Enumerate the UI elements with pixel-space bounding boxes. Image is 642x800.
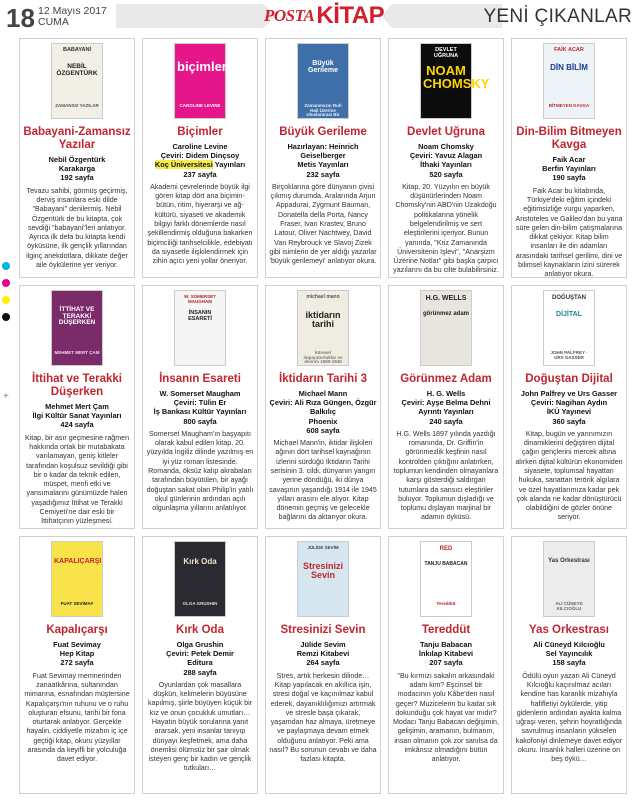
cover-sub: BİTMEYEN KAVGA xyxy=(548,103,590,108)
cover-top: BABAYANİ xyxy=(62,47,92,53)
cover-sub: ZAMANSIZ YAZILAR xyxy=(55,103,99,108)
book-meta-line: 424 sayfa xyxy=(60,420,94,430)
cover-sub: ALİ CÜNEYD KILCIOĞLU xyxy=(555,601,583,611)
book-title: Stresinizi Sevin xyxy=(280,624,366,636)
book-title: Devlet Uğruna xyxy=(407,126,485,138)
book-meta-line: Çeviri: Nagihan Aydın xyxy=(530,398,608,408)
book-title: Biçimler xyxy=(177,126,223,138)
book-cover xyxy=(420,290,472,366)
book-card xyxy=(511,285,627,529)
book-meta-line: Çeviri: Yavuz Alagan xyxy=(409,151,483,161)
book-title: Din-Bilim Bitmeyen Kavga xyxy=(516,126,622,151)
posta-kitap-logo xyxy=(264,3,384,29)
cover-sub: FUAT SEVİMAY xyxy=(60,601,94,606)
book-meta xyxy=(269,389,377,435)
registration-dot-yellow xyxy=(2,296,10,304)
cover-title: NOAM CHOMSKY xyxy=(423,63,490,91)
book-meta-line: Metis Yayınları xyxy=(297,160,349,170)
cover-title: görünmez adam xyxy=(423,311,470,317)
book-meta-line: Noam Chomsky xyxy=(418,142,474,151)
book-meta-line: İlgi Kültür Sanat Yayınları xyxy=(32,411,122,421)
book-description: Michael Mann'in, iktidar ilişkileri ağının dört tarihsel kaynağının izlerini sürdüğü İktidarın Tarihi serisinin 3. cildi, dünyanın yangın yerine döndüğü, iki dünya savaşının yaşandığı 1914 ile 1945 yılları arasını ele alıyor. Kitap dönemin geçmiş ve gelecekle bağlarını da aktarıyor okura. xyxy=(269,439,377,522)
book-cover xyxy=(51,290,103,366)
book-meta xyxy=(146,640,254,677)
book-meta-line: İş Bankası Kültür Yayınları xyxy=(153,407,247,417)
book-meta-line: Sel Yayıncılık xyxy=(545,649,593,659)
book-card xyxy=(142,285,258,529)
registration-dot-cyan xyxy=(2,262,10,270)
book-card xyxy=(511,536,627,794)
book-cover xyxy=(543,541,595,617)
header-arrow-left xyxy=(116,4,276,28)
book-title: Tereddüt xyxy=(421,624,471,636)
book-meta-line: Berfin Yayınları xyxy=(542,164,596,174)
book-description: Somerset Maugham'ın başyapıtı olarak kabul edilen kitap, 20. yüzyılda İngiliz dilinde yazılmış en iyi yüz roman listesinde. Romanda, öksüz kalıp akrabaları tarafından büyütülen, bir ayağı doğuştan sakat olan Philip'in yatılı okul günlerinin ardından açılı olgunlaşma yıllarını anlatılıyor. xyxy=(146,429,254,513)
book-description: "Bu kırmızı sakalın arkasındaki adam kim? Eşcinsel bir modacının yolu Kâbe'den nasıl geçer? Muzicelerin bu kadar sık dokunduğu çok hayat var mıdır? Modacı Tanju Babacan değişimin, gelişimin, aramanın, bulmanın, insan olmanın çok zor sanılsa da imkânsız olmadığını bütün anlatıyor. xyxy=(393,671,499,764)
registration-cross: + xyxy=(3,391,9,402)
cover-title: Stresinizi Sevin xyxy=(302,561,343,580)
section-title: YENİ ÇIKANLAR xyxy=(483,6,632,27)
book-grid xyxy=(19,38,631,794)
book-meta-line: Çeviri: Ali Rıza Güngen, Özgür Balkılıç xyxy=(269,398,377,417)
registration-dot-magenta xyxy=(2,279,10,287)
page-header xyxy=(0,0,642,34)
book-description: Kitap, 20. Yüzyılın en büyük düşünürlerinden Noam Chomsky'nin ABD'nin Uzakdoğu politikalarına yönelik belgelendirilmiş ve sert eleştirilerini içeriyor. Bunun yanında, "Kriz Zamanında Üniversitenin İşlevi", "Anarşizm Üzerine Notlar" gibi başka çarpıcı yazılarını da bu cilte bulabilirsiniz. xyxy=(393,182,499,275)
cover-sub: küresel imparatorluklar ve devrim 1890-1945 xyxy=(303,350,343,364)
book-cover xyxy=(420,43,490,119)
cover-top: W. SOMERSET MAUGHAM xyxy=(184,294,216,304)
book-description: Kitap, bugün ve yarınımızın dinamiklerini değiştiren dijital çağın gençlerini mercek altına alırken dijital kültürün ekonomiden siyasete, toplumsal hayattan hukuka, sanattan terörik algılara ve özel hayatlarımıza kadar pek çok alanda ne kadar dönüştürücü olabildiğini de gözler önüne seriyor. xyxy=(515,429,623,522)
cover-top: michael mann xyxy=(306,294,340,300)
book-meta xyxy=(392,142,500,179)
book-description: Birçoklarına göre dünyanın çivisi çıkmış durumda. Aralarında Arjun Appadurai, Zygmunt Bauman, Donatella della Porta, Nancy Fraser, Ivan Krastev, Bruno Latour, Oliver Nachtwey, David Van Reybrouck ve Slavoj Zizek gibi isimlerin de yer aldığı yazarlar 'büyük gerilemeyi' anlatıyor okura. xyxy=(269,182,377,266)
book-meta xyxy=(269,640,377,668)
book-cover xyxy=(297,541,349,617)
book-meta-line: 207 sayfa xyxy=(429,658,463,668)
book-description: Fuat Sevimay memnerinden zanaatkârına, sultanından mimarına, esnafından müştersine Kapalıçarşı'nın ruhunu ve o ruhu oluşturan efsunu, tarihi bir fona oturtarak anlatıyor. Gerçekle hayalin, ciddiyetle mizahın iç içe geçtiği kitap, okuru yüzyıllar arasında da keyifli bir yolculuğa davet ediyor. xyxy=(24,671,130,764)
book-meta-line: Koç Üniversitesi Yayınları xyxy=(154,160,246,170)
book-description: Ödülü oyun yazarı Ali Cüneyd Kılcıoğlu kaçınılmaz acıları kendine has karanlık mizahıyla hafifletiyi öykülerde, yitip gidenlerin ardından ayakta kalma uğraşı veren, şehrin hoyratlığında savrulmuş insanların yükselen kakofoniyi dinlemeye davet ediyor okuru. İnsanlık halleri üzerine on beş öykü… xyxy=(515,671,623,764)
cover-sub: Zamanımızın Ruh Hali Üzerine Uluslararası Bir Tartışma xyxy=(304,103,342,122)
book-meta xyxy=(23,402,131,430)
book-description: Kitap, bir asır geçmesine rağmen hakkında ortak bir mutabakata varılamayan, geniş kitleler tarafından koşulsuz sevildiği gibi bir o kadar da teknik edilen, müspet, menfi etki ve yansımalarını günümüzde halen yaşadığımız İttihat ve Terakki Cemiyeti'ne dair eski bir İttihatçının yüzleşmesi. xyxy=(24,433,130,526)
book-cover xyxy=(297,290,349,366)
cover-title: DİN BİLİM xyxy=(550,63,588,72)
cover-title: KAPALIÇARŞI xyxy=(54,558,102,565)
book-meta-line: Çeviri: Tülin Er xyxy=(173,398,227,408)
cover-title: iktidarın tarihi xyxy=(305,310,341,329)
book-meta-line: Remzi Kitabevi xyxy=(296,649,350,659)
cover-sub: Tereddüt xyxy=(436,601,456,606)
book-cover xyxy=(174,43,226,119)
book-meta-line: H. G. Wells xyxy=(426,389,466,398)
cover-title: Kırk Oda xyxy=(183,557,217,566)
book-title: İktidarın Tarihi 3 xyxy=(279,373,367,385)
book-meta-line: Çeviri: Petek Demir xyxy=(166,649,234,659)
book-meta-line: Tanju Babacan xyxy=(419,640,473,649)
book-meta xyxy=(515,640,623,668)
book-meta-line: 264 sayfa xyxy=(306,658,340,668)
book-title: Yas Orkestrası xyxy=(529,624,609,636)
book-title: Kırk Oda xyxy=(176,624,224,636)
book-meta-line: 272 sayfa xyxy=(60,658,94,668)
book-meta xyxy=(23,155,131,183)
book-meta-line: Ali Cüneyd Kılcıoğlu xyxy=(533,640,605,649)
book-meta xyxy=(146,389,254,426)
book-meta-line: Mehmet Mert Çam xyxy=(45,402,109,411)
logo-posta: POSTA xyxy=(264,6,315,25)
cover-top: H.G. WELLS xyxy=(425,295,467,302)
book-cover xyxy=(543,43,595,119)
book-description: Akademi çevrelerinde büyük ilgi gören kitap dört ana biçimin-bütün, ritim, hiyerarşi ve ağ- kültürü, siyaseti ve akademik bilgiyi farklı dönemlerde nasıl şekillendirmiş olduğuna bakarken biçimciliği tarihselcilikle, edebiyatı da siyasetle ilişkilendirmek için zihin açıcı yeni yollar öneriyor. xyxy=(147,182,253,266)
book-meta-line: İthaki Yayınları xyxy=(420,160,472,170)
book-title: Doğuştan Dijital xyxy=(525,373,613,385)
book-meta-line: Michael Mann xyxy=(298,389,348,398)
book-title: Görünmez Adam xyxy=(400,373,492,385)
book-card xyxy=(265,38,381,278)
cover-sub: CAROLINE LEVINE xyxy=(179,103,221,108)
book-meta xyxy=(392,389,500,426)
book-meta-line: Faik Acar xyxy=(552,155,586,164)
book-card xyxy=(388,285,504,529)
book-meta-line: 192 sayfa xyxy=(60,173,94,183)
book-description: Stres, artık herkesin dilinde… Kitap yapılacak en akıllıca işin, stresi doğal ve kaçınılmaz kabul ederek, dayanıklılığımızı artırmak ve stresle başa çıkarak, yaşamdan haz almaya, üretmeye ve paylaşmaya devam etmek olduğunu anlatıyor. Peki ama nasıl? Bu sorunun cevabı ve daha fazlası kitapta. xyxy=(269,671,377,764)
book-card xyxy=(142,536,258,794)
book-cover xyxy=(51,541,103,617)
book-title: Kapalıçarşı xyxy=(46,624,108,636)
book-description: Oyunlardan çok masallara düşkün, kelimelerin büyüsüne kapılmış, şiirle büyüyen küçük bir kız ve onun çocukluk umutları… Hayatın büyük sorularına yanıt ararsak, yeni insanlar tanıyıp dünyayı keşfetmek, ama daha önemlisi ölümsüz bir şair olmak isteyen genç bir kadın ve gençlik tutkuları… xyxy=(147,680,253,773)
book-meta-line: 360 sayfa xyxy=(552,416,586,426)
book-title: İnsanın Esareti xyxy=(159,373,241,385)
book-cover xyxy=(174,541,226,617)
book-description: Tevazu sahibi, görmüş geçirmiş, derviş insanlara eski dilde "Babayani" denilermiş. Nebil Özgentürk de bu kitapta, çok sevdiği "babayani"leri anlatıyor. Ayrıca ilk defa bu kitapta kendi öyküsüne, ilk gençlik yıllarından ilginç anekdotlara, dikkate değer aile öykülerine yer veriyor. xyxy=(26,186,128,269)
book-meta-line: Çeviri: Ayşe Belma Dehni xyxy=(401,398,491,408)
book-meta-line: İnkılap Kitabevi xyxy=(418,649,474,659)
book-meta xyxy=(269,142,377,179)
cover-title: NEBİL ÖZGENTÜRK xyxy=(56,63,98,77)
cover-title: İNSANIN ESARETİ xyxy=(188,310,212,322)
book-meta-line: 158 sayfa xyxy=(552,658,586,668)
book-meta-line: 237 sayfa xyxy=(183,169,217,179)
cover-title: İTTİHAT VE TERAKKİ DÜŞERKEN xyxy=(58,306,96,326)
book-title: Babayani-Zamansız Yazılar xyxy=(23,126,131,151)
cover-sub: JOHN PALFREY · URS GASSER xyxy=(550,350,588,360)
book-meta-line: Nebil Özgentürk xyxy=(48,155,106,164)
book-meta-line: 608 sayfa xyxy=(306,425,340,435)
cover-title: TANJU BABACAN xyxy=(424,561,468,567)
cover-title: DİJİTAL xyxy=(556,311,582,318)
cover-title: Yas Orkestrası xyxy=(548,558,590,564)
book-meta xyxy=(23,640,131,668)
registration-dot-black xyxy=(2,313,10,321)
book-meta-line: Karakarga xyxy=(58,164,96,174)
issue-date xyxy=(38,6,107,28)
book-meta-line: Olga Grushin xyxy=(176,640,224,649)
cover-top: DEVLET UĞRUNA xyxy=(433,47,459,59)
cover-sub: MEHMET MERT ÇAM xyxy=(54,350,100,355)
cover-top: RED xyxy=(439,546,453,552)
book-title: İttihat ve Terakki Düşerken xyxy=(32,373,122,398)
book-meta-line: 190 sayfa xyxy=(552,173,586,183)
book-card xyxy=(511,38,627,278)
book-meta-line: 240 sayfa xyxy=(429,416,463,426)
date-line: 12 Mayıs 2017 xyxy=(38,5,107,17)
book-meta-line: Phoenix xyxy=(308,416,338,426)
book-meta xyxy=(392,640,500,668)
book-card xyxy=(19,536,135,794)
book-card xyxy=(265,285,381,529)
book-card xyxy=(19,285,135,529)
page-number: 18 xyxy=(6,3,35,33)
book-meta-line: Hazırlayan: Heinrich Geiselberger xyxy=(287,142,359,161)
cover-title: biçimler xyxy=(177,59,227,74)
cover-top: DOĞUŞTAN xyxy=(552,295,586,301)
book-meta-line: Caroline Levine xyxy=(172,142,228,151)
book-card xyxy=(19,38,135,278)
book-meta-line: Çeviri: Didem Dinçsoy xyxy=(160,151,240,161)
book-meta-line: Ayrıntı Yayınları xyxy=(418,407,474,417)
book-cover xyxy=(297,43,349,122)
book-meta xyxy=(146,142,254,179)
weekday-line: CUMA xyxy=(38,16,69,28)
book-meta-line: 800 sayfa xyxy=(183,416,217,426)
logo-kitap: KİTAP xyxy=(316,2,385,29)
book-description: H.G. Wells 1897 yılında yazdığı romanında, Dr. Griffin'in görünmezlik keşfinin nasıl kontrolden çıktığını anlatırken, toplumun kendinden olmayanlara karşı gösterdiği saldırgan tutumlara da sansıcı eleştiriler buluyor. Toplumun dışladığı ve toplumu dışlayan marjinal bir adamın öyküsü. xyxy=(393,429,499,522)
book-card xyxy=(265,536,381,794)
book-cover xyxy=(174,290,226,366)
book-meta xyxy=(515,389,623,426)
cover-top: FAİK ACAR xyxy=(554,47,584,53)
book-meta-line: W. Somerset Maugham xyxy=(159,389,241,398)
cover-top: JÜLİDE SEVİM xyxy=(307,545,339,550)
book-cover xyxy=(420,541,472,617)
book-meta-line: Jülide Sevim xyxy=(300,640,346,649)
book-card xyxy=(142,38,258,278)
book-meta-line: İKÜ Yayınevi xyxy=(546,407,592,417)
book-card xyxy=(388,536,504,794)
book-meta-line: Hep Kitap xyxy=(59,649,95,659)
book-meta-line: John Palfrey ve Urs Gasser xyxy=(520,389,618,398)
book-cover xyxy=(51,43,103,119)
book-meta-line: Editura xyxy=(187,658,213,668)
book-meta-line: 288 sayfa xyxy=(183,667,217,677)
book-meta xyxy=(515,155,623,183)
book-meta-line: 520 sayfa xyxy=(429,169,463,179)
book-cover xyxy=(543,290,595,366)
cover-sub: OLGA GRUSHIN xyxy=(182,601,218,606)
book-meta-line: 232 sayfa xyxy=(306,169,340,179)
book-title: Büyük Gerileme xyxy=(279,126,367,138)
book-meta-line: Fuat Sevimay xyxy=(53,640,101,649)
cover-title: Büyük Gerileme xyxy=(308,60,338,74)
book-card xyxy=(388,38,504,278)
book-description: Faik Acar bu kitabında, Türkiye'deki eğitim içindeki eğitimsizliğe vurgu yaparken, Aristoteles ve Galileo'dan bu yana süre gelen din-bilim çatışmalarına dikkat çekiyor. Kitap bilim insanları ile din adamları arasındaki tarihsel gerilimi, dini ve bilimsel kaynakların izini sürerek anlatıyor okura. xyxy=(515,186,623,279)
